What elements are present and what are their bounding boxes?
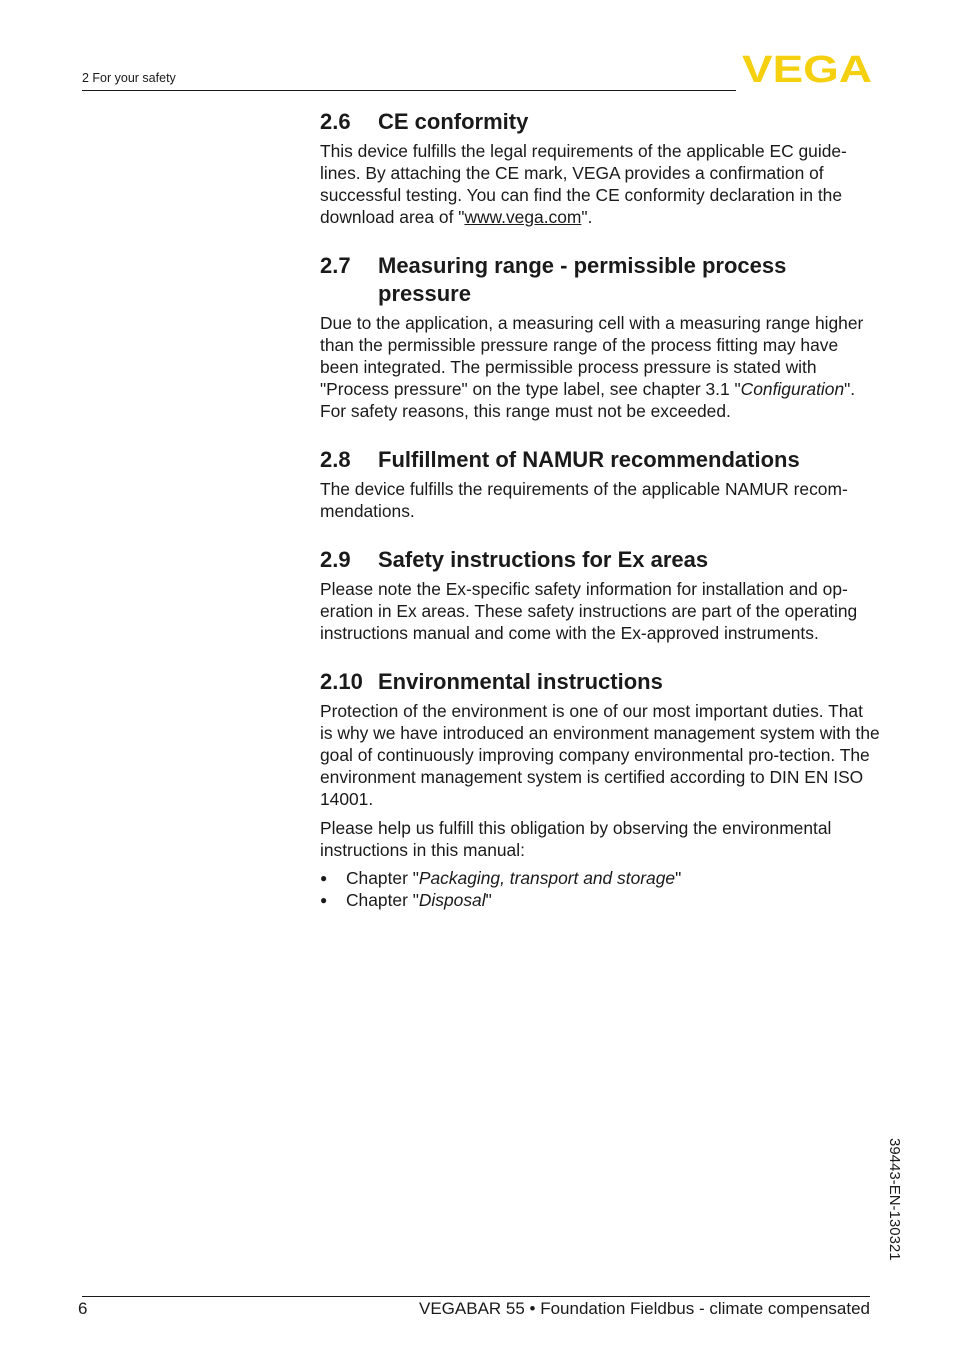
- section-environmental: [320, 668, 880, 911]
- page-number: 6: [78, 1299, 88, 1318]
- section-title: CE conformity: [378, 109, 529, 134]
- main-content: [320, 108, 880, 935]
- chapter-list: [320, 867, 880, 911]
- section-paragraph: The device fulfills the requirements of the applicable NAMUR recom-mendations.: [320, 479, 848, 521]
- bullet-icon: ●: [320, 871, 328, 885]
- section-number: 2.7: [320, 253, 351, 278]
- vega-logo: [742, 52, 872, 84]
- document-code: 39443-EN-130321: [886, 1138, 903, 1261]
- section-number: 2.10: [320, 669, 363, 694]
- section-title: Fulfillment of NAMUR recommendations: [378, 447, 800, 472]
- section-title: Environmental instructions: [378, 669, 663, 694]
- section-namur: [320, 446, 880, 522]
- section-ex-areas: [320, 546, 880, 644]
- section-title: Safety instructions for Ex areas: [378, 547, 709, 572]
- section-paragraph: Please note the Ex-specific safety information for installation and op-eration in Ex areas. These safety instructions are part of the operating instructions manual and come with the Ex-approved instruments.: [320, 579, 858, 643]
- section-paragraph: Please help us fulfill this obligation by observing the environmental instructions in this manual:: [320, 818, 832, 860]
- footer-title: VEGABAR 55 • Foundation Fieldbus - climate compensated: [418, 1299, 870, 1318]
- bullet-icon: ●: [320, 893, 328, 907]
- list-item: ● Chapter "Disposal": [320, 890, 492, 910]
- section-title: Measuring range - permissible process pressure: [378, 253, 787, 306]
- logo-text: VEGA: [742, 52, 872, 84]
- section-paragraph: Due to the application, a measuring cell with a measuring range higher than the permissible pressure range of the process fitting may have been integrated. The permissible process pressure is stated with "Process pressure" on the type label, see chapter 3.1 "Configuration". For safety reasons, this range must not be exceeded.: [320, 313, 864, 421]
- section-heading: [320, 446, 880, 474]
- section-number: 2.8: [320, 447, 351, 472]
- section-number: 2.9: [320, 547, 351, 572]
- section-ce-conformity: [320, 108, 880, 228]
- section-paragraph: Protection of the environment is one of our most important duties. That is why we have introduced an environment management system with the goal of continuously improving company environmental pro-tection. The environment management system is certified according to DIN EN ISO 14001.: [320, 701, 880, 809]
- vega-website-link[interactable]: www.vega.com: [464, 207, 582, 227]
- header-divider: [82, 90, 736, 91]
- footer-divider: [82, 1296, 870, 1297]
- running-header: 2 For your safety: [82, 71, 176, 85]
- section-number: 2.6: [320, 109, 351, 134]
- section-heading: [320, 252, 880, 308]
- section-paragraph: This device fulfills the legal requirements of the applicable EC guide-lines. By attaching the CE mark, VEGA provides a confirmation of successful testing. You can find the CE conformity declaration in the download area of "www.vega.com".: [320, 141, 847, 227]
- list-item: ● Chapter "Packaging, transport and storage": [320, 868, 682, 888]
- section-heading: [320, 108, 880, 136]
- section-heading: [320, 668, 880, 696]
- section-measuring-range: [320, 252, 880, 422]
- section-heading: [320, 546, 880, 574]
